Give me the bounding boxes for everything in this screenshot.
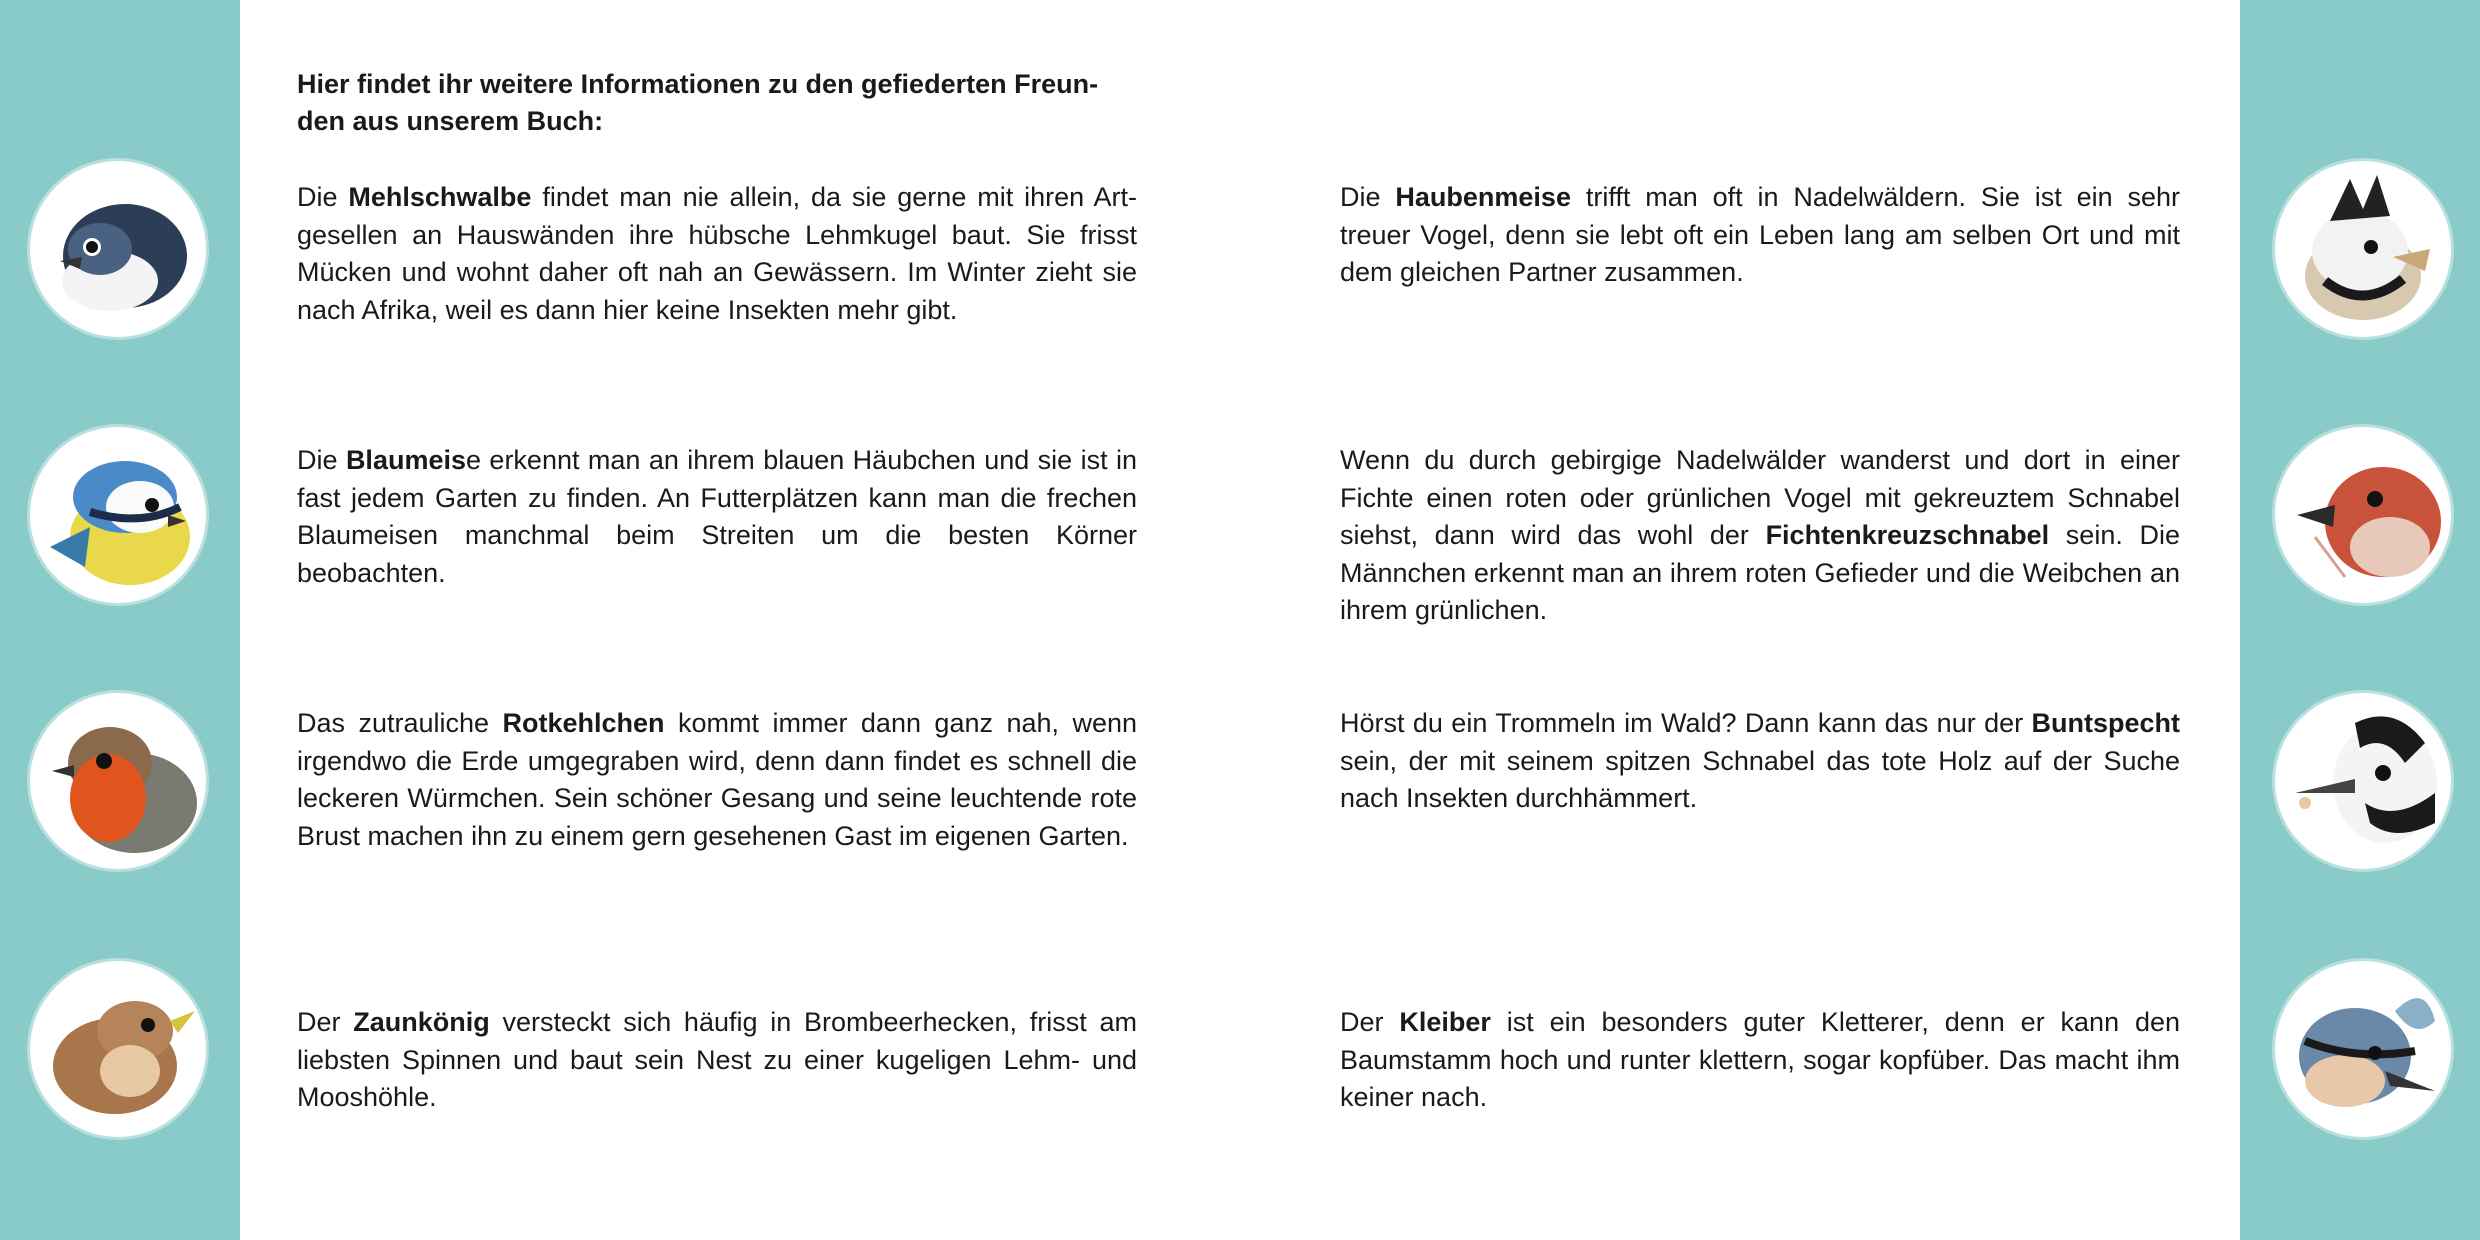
crossbill-icon [2275,427,2451,603]
bird-name: Fichtenkreuzschnabel [1765,520,2050,550]
text-page [240,0,2240,1240]
bird-name: Zaunkönig [353,1007,490,1037]
blue-tit-icon [30,427,206,603]
crested-tit-icon [2275,161,2451,337]
bird-name: Kleiber [1399,1007,1491,1037]
intro-heading: Hier findet ihr weitere Informationen zu den gefiederten Freunden aus unserem Buch: [297,69,1099,136]
bird-name: Blaumeis [345,445,466,475]
woodpecker-icon [2275,693,2451,869]
paragraph-zaunkoenig: Der Zaunkönig versteckt sich häufig in Brombeerhecken, frisst am liebsten Spinnen und baut sein Nest zu einer kugeligen Lehm- und Mooshöhle. [297,1007,1137,1112]
paragraph-mehlschwalbe: Die Mehlschwalbe findet man nie allein, da sie gerne mit ihren Artgesellen an Hauswänden ihre hübsche Lehmkugel baut. Sie frisst Mücken und wohnt daher oft nah an Gewässern. Im Winter zieht sie nach Afrika, weil es dann hier keine Insekten mehr gibt. [297,182,1137,325]
bird-name: Buntspecht [2031,708,2180,738]
robin-icon [30,693,206,869]
house-martin-icon [30,161,206,337]
wren-icon [30,961,206,1137]
paragraph-rotkehlchen: Das zutrauliche Rotkehlchen kommt immer dann ganz nah, wenn irgendwo die Erde umgegraben wird, denn dann findet es schnell die leckeren Würmchen. Sein schöner Gesang und seine leuchtende rote Brust machen ihn zu einem gern gesehenen Gast im eigenen Garten. [297,708,1137,851]
bird-name: Rotkehlchen [502,708,665,738]
bird-name: Mehlschwalbe [348,182,532,212]
nuthatch-icon [2275,961,2451,1137]
paragraph-kleiber: Der Kleiber ist ein besonders guter Kletterer, denn er kann den Baumstamm hoch und runter klettern, sogar kopfüber. Das macht ihm keiner nach. [1340,1007,2180,1112]
paragraph-haubenmeise: Die Haubenmeise trifft man oft in Nadelwäldern. Sie ist ein sehr treuer Vogel, denn sie lebt oft ein Leben lang am selben Ort und mit dem gleichen Partner zusammen. [1340,182,2181,287]
paragraph-buntspecht: Hörst du ein Trommeln im Wald? Dann kann das nur der Buntspecht sein, der mit seinem spitzen Schnabel das tote Holz auf der Suche nach Insekten durchhämmert. [1340,708,2180,813]
bird-name: Haubenmeise [1395,182,1571,212]
paragraph-fichtenkreuzschnabel: Wenn du durch gebirgige Nadelwälder wanderst und dort in einer Fichte einen roten oder grünlichen Vogel mit gekreuztem Schnabel siehst, dann wird das wohl der Fichtenkreuzschnabel sein. Die Männchen erkennt man an ihrem roten Gefieder und die Weibchen an ihrem grünlichen. [1340,445,2180,625]
paragraph-blaumeise: Die Blaumeise erkennt man an ihrem blauen Häubchen und sie ist in fast jedem Garten zu finden. An Futterplätzen kann man die frechen Blaumeisen manchmal beim Streiten um die besten Körner beobachten. [297,445,1137,588]
